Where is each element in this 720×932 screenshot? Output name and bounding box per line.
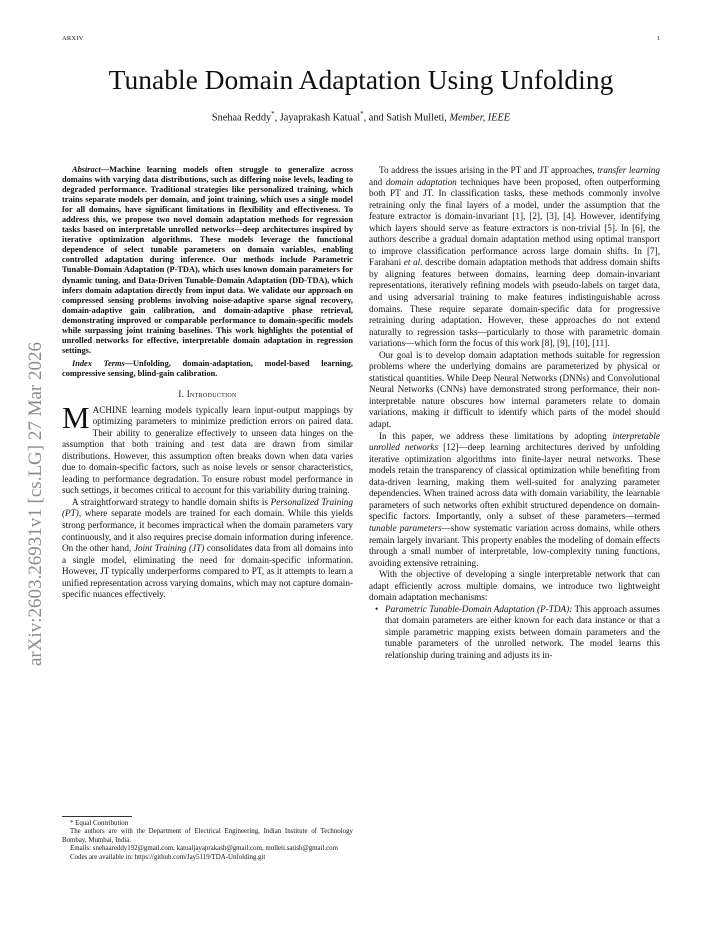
footnote-block <box>62 816 353 862</box>
running-header: ARXIV <box>62 35 84 42</box>
author-separator: , <box>444 112 450 124</box>
abstract <box>62 165 353 356</box>
emphasis-domain-adaptation: domain adaptation <box>385 176 457 187</box>
paper-title: Tunable Domain Adaptation Using Unfolding <box>108 64 614 95</box>
contribution-list <box>369 604 660 662</box>
abstract-lead: Abstract <box>72 165 101 174</box>
text-run: techniques have been proposed, often outperforming both PT and JT. In classification tasks, these methods commonly involve retraining only the final layers of a model, under the assumption that the feature extractor is domain-invariant [1], [2], [3], [4]. However, identifying which layers should serve as feature extractors is non-trivial [5]. In [6], the authors describe a gradual domain adaptation method using optimal transport to improve classification performance across large domain shifts. In [7], Farahani <box>369 176 660 268</box>
text-run: [12]—deep learning architectures derived by unfolding iterative optimization algorithms into finite-layer neural networks. These models retain the transparency of classical optimization while benefiting from data-driven learning, making them well-suited for analyzing parameter dependencies. When trained across data with domain variability, the learnable parameters of such networks often exhibit structured dependence on domain-specific factors. Importantly, only a subset of these parameters—termed <box>369 442 660 522</box>
footnote-code-link[interactable]: Codes are available in: https://github.com/Jay5119/TDA-Unfolding.git <box>70 853 266 861</box>
text-run: —show systematic variation across domains, while others remain largely invariant. This property enables the modeling of domain effects through a small number of interpretable, low-complexity tuning functions, avoiding extensive retraining. <box>369 522 660 568</box>
footnote-emails: Emails: snehaareddy192@gmail.com, katualjayaprakash@gmail.com, mulleti.satish@gmail.com <box>70 845 338 853</box>
right-paragraph-1 <box>369 165 660 350</box>
index-terms <box>62 359 353 379</box>
author-1: Snehaa Reddy <box>211 112 272 124</box>
abstract-text: —Machine learning models often struggle to generalize across domains with varying data distributions, such as differing noise levels, leading to degraded performance. Traditional strategies like personalized training, which trains separate models per domain, and joint training, which uses a single model for all domains, have significant limitations in flexibility and effectiveness. To address this, we propose two novel domain adaptation methods for regression tasks based on interpretable unrolled networks—deep architectures inspired by iterative optimization algorithms. These models leverage the functional dependence of select tunable parameters on domain variables, enabling controlled adaptation during inference. Our methods include Parametric Tunable-Domain Adaptation (P-TDA), which uses known domain parameters for dynamic tuning, and Data-Driven Tunable-Domain Adaptation (DD-TDA), which infers domain adaptation directly from input data. We validate our approach on compressed sensing problems involving noise-adaptive sparse signal recovery, domain-adaptive gain calibration, and domain-adaptive phase retrieval, demonstrating improved or comparable performance to domain-specific models while surpassing joint training baselines. This work highlights the potential of unrolled networks for effective, interpretable domain adaptation in regression settings. <box>62 165 353 355</box>
emphasis-transfer-learning: transfer learning <box>597 165 660 175</box>
author-3-title: Member, IEEE <box>449 112 511 124</box>
text-run: consolidates data from all domains into a single model, eliminating the need for domain-specific information. However, JT typically underperforms compared to PT, as it attempts to learn a unified representation across varying domains, which may not capture domain-specific nuances effectively. <box>62 543 353 600</box>
text-run: This approach assumes that domain parameters are either known for each data instance or that a simple parametric mapping exists between domain parameters and the tunable parameters of the unrolled network. The model learns this relationship during training and adjusts its in- <box>385 603 660 660</box>
text-run: and <box>369 176 386 187</box>
emphasis-unrolled-networks: interpretable unrolled networks <box>369 430 660 453</box>
index-terms-text: —Unfolding, domain-adaptation, model-based learning, compressive sensing, blind-gain calibration. <box>62 358 353 378</box>
text-run: describe domain adaptation methods that address domain shifts by aligning features between domains, learning deep domain-invariant representations, iteratively refining models with pseudo-labels on target data, and using adversarial training to make features indistinguishable across domains. These require separate domain-specific data for progressive retraining during adaptation. However, these approaches do not extend naturally to regression tasks—particularly to those with parametric domain variations—which form the focus of this work [8], [9], [10], [11]. <box>369 257 660 349</box>
text-run: A straightforward strategy to handle domain shifts is <box>72 496 271 507</box>
intro-paragraph-1-text: ACHINE learning models typically learn input-output mappings by optimizing parameters to minimize prediction errors on paired data. Their ability to generalize effectively to unseen data hinges on the assumption that both training and test data are drawn from similar distributions. However, this assumption often breaks down when data varies due to domain-specific factors, such as noise levels or sensor characteristics, leading to performance degradation. To ensure robust model performance in such settings, it becomes critical to account for this variability during training. <box>62 404 353 496</box>
text-run: To address the issues arising in the PT and JT approaches, <box>379 165 598 175</box>
footnote-rule <box>62 816 132 817</box>
list-item <box>385 604 660 662</box>
equal-contrib-mark-2: * <box>360 110 364 118</box>
emphasis-joint-training: Joint Training (JT) <box>133 543 205 554</box>
right-paragraph-3 <box>369 431 660 570</box>
right-paragraph-2: Our goal is to develop domain adaptation methods suitable for regression problems where the underlying domains are parameterized by physical or statistical quantities. While Deep Neural Networks (DNNs) and Convolutional Neural Networks (CNNs) have demonstrated strong performance, their non-interpretable nature obscures how internal parameters relate to domain variations, making it difficult to identify which parts of the model should adapt. <box>369 349 660 430</box>
arxiv-watermark: arXiv:2603.26931v1 [cs.LG] 27 Mar 2026 <box>25 341 46 666</box>
left-column <box>62 165 353 601</box>
right-paragraph-4: With the objective of developing a single interpretable network that can adapt efficiently across multiple domains, we introduce two lightweight domain adaptation mechanisms: <box>369 569 660 603</box>
emphasis-et-al: et al. <box>403 257 423 268</box>
author-list <box>62 108 660 124</box>
section-heading-introduction: I. Introduction <box>178 388 237 399</box>
author-2: Jayaprakash Katual <box>279 112 361 124</box>
equal-contrib-mark-1: * <box>271 110 275 118</box>
author-3: Satish Mulleti <box>386 112 445 124</box>
text-run: , where separate models are trained for each domain. While this yields strong performance, it becomes impractical when the domain parameters vary continuously, and it also requires precise domain information during inference. On the other hand, <box>62 508 353 554</box>
emphasis-tunable-parameters: tunable parameters <box>369 522 442 533</box>
emphasis-personalized-training: Personalized Training (PT) <box>62 496 353 519</box>
text-run: In this paper, we address these limitations by adopting <box>379 430 613 441</box>
footnote-affiliation: The authors are with the Department of Electrical Engineering, Indian Institute of Technology Bombay, Mumbai, India. <box>62 828 353 844</box>
right-column <box>369 165 660 662</box>
intro-paragraph-2 <box>62 497 353 601</box>
page-number: 1 <box>656 35 660 42</box>
index-terms-lead: Index Terms <box>72 358 125 368</box>
author-separator: , and <box>363 112 387 124</box>
footnote-equal-contribution: * Equal Contribution <box>70 820 129 827</box>
intro-paragraph-1 <box>62 399 353 497</box>
author-separator: , <box>274 112 280 124</box>
emphasis-p-tda: Parametric Tunable-Domain Adaptation (P-TDA): <box>385 603 573 614</box>
drop-cap: M <box>62 399 90 435</box>
